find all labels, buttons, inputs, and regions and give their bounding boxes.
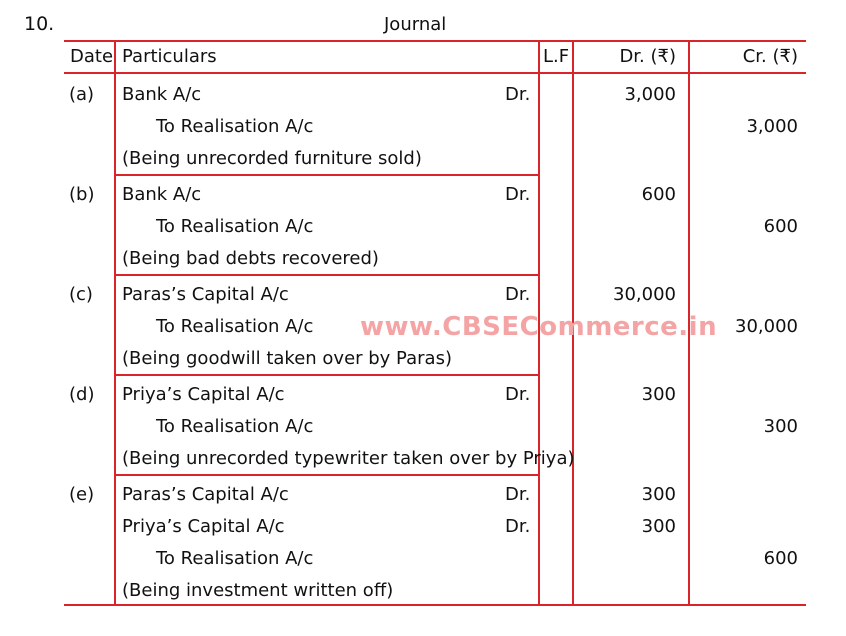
debit-amount: 30,000 bbox=[613, 284, 676, 305]
date-column-rule bbox=[114, 40, 116, 605]
debit-amount: 300 bbox=[641, 516, 676, 537]
particulars-line: Bank A/c bbox=[122, 84, 202, 105]
narration: (Being unrecorded furniture sold) bbox=[122, 148, 422, 169]
debit-marker: Dr. bbox=[505, 384, 531, 405]
credit-amount: 3,000 bbox=[746, 116, 798, 137]
credit-amount: 600 bbox=[763, 548, 798, 569]
particulars-line: Bank A/c bbox=[122, 184, 202, 205]
particulars-line: Priya’s Capital A/c bbox=[122, 384, 285, 405]
entry-separator-rule bbox=[114, 274, 540, 276]
entry-separator-rule bbox=[114, 374, 540, 376]
question-number: 10. bbox=[24, 13, 55, 35]
debit-marker: Dr. bbox=[505, 284, 531, 305]
debit-amount: 300 bbox=[641, 484, 676, 505]
entry-separator-rule bbox=[114, 174, 540, 176]
entry-date: (b) bbox=[69, 184, 95, 205]
debit-marker: Dr. bbox=[505, 184, 531, 205]
particulars-line: To Realisation A/c bbox=[156, 316, 314, 337]
credit-amount: 30,000 bbox=[735, 316, 798, 337]
entry-date: (e) bbox=[69, 484, 95, 505]
watermark: www.CBSECommerce.in bbox=[360, 312, 718, 342]
particulars-line: To Realisation A/c bbox=[156, 416, 314, 437]
table-top-rule bbox=[64, 40, 806, 42]
header-lf: L.F bbox=[543, 46, 570, 67]
debit-marker: Dr. bbox=[505, 516, 531, 537]
particulars-line: Paras’s Capital A/c bbox=[122, 284, 289, 305]
debit-marker: Dr. bbox=[505, 84, 531, 105]
header-particulars: Particulars bbox=[122, 46, 217, 67]
header-cr: Cr. (₹) bbox=[742, 46, 798, 67]
particulars-line: To Realisation A/c bbox=[156, 548, 314, 569]
particulars-line: Paras’s Capital A/c bbox=[122, 484, 289, 505]
header-date: Date bbox=[70, 46, 114, 67]
entry-date: (c) bbox=[69, 284, 93, 305]
credit-amount: 300 bbox=[763, 416, 798, 437]
narration: (Being goodwill taken over by Paras) bbox=[122, 348, 452, 369]
header-bottom-rule bbox=[64, 72, 806, 74]
debit-marker: Dr. bbox=[505, 484, 531, 505]
table-bottom-rule bbox=[64, 604, 806, 606]
entry-date: (d) bbox=[69, 384, 95, 405]
particulars-line: Priya’s Capital A/c bbox=[122, 516, 285, 537]
entry-date: (a) bbox=[69, 84, 95, 105]
entry-separator-rule bbox=[114, 474, 540, 476]
narration: (Being investment written off) bbox=[122, 580, 394, 601]
particulars-line: To Realisation A/c bbox=[156, 216, 314, 237]
journal-title: Journal bbox=[384, 14, 447, 35]
debit-amount: 300 bbox=[641, 384, 676, 405]
credit-amount: 600 bbox=[763, 216, 798, 237]
debit-amount: 600 bbox=[641, 184, 676, 205]
particulars-line: To Realisation A/c bbox=[156, 116, 314, 137]
narration: (Being unrecorded typewriter taken over by Priya) bbox=[122, 448, 575, 469]
header-dr: Dr. (₹) bbox=[619, 46, 676, 67]
debit-amount: 3,000 bbox=[624, 84, 676, 105]
narration: (Being bad debts recovered) bbox=[122, 248, 379, 269]
